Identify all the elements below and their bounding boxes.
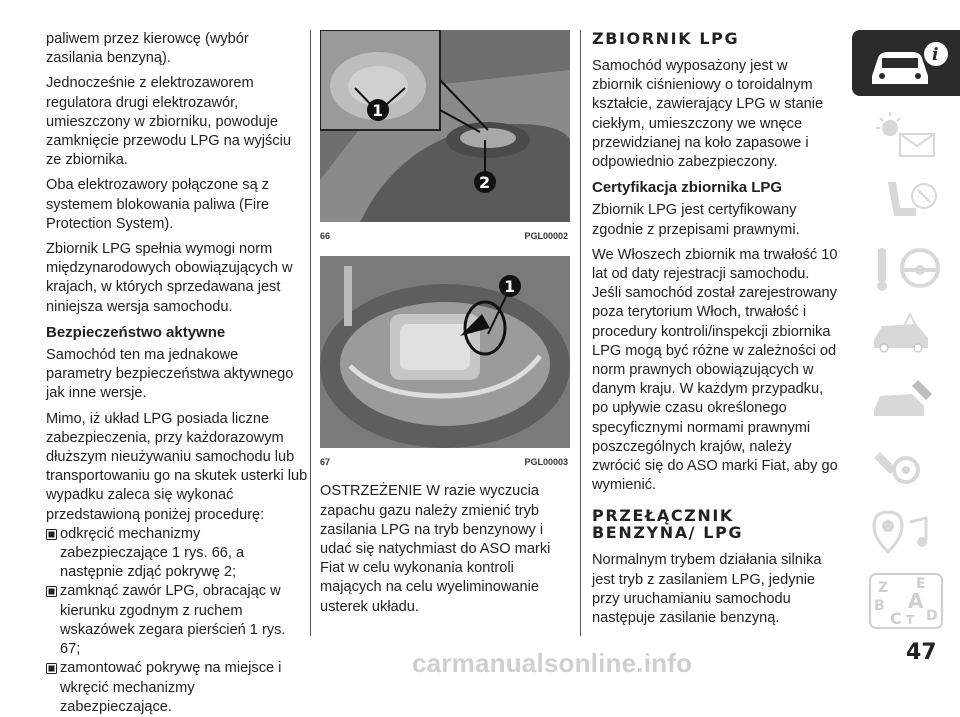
- paragraph: Oba elektrozawory połączone są z systemem blokowania paliwa (Fire Protection System).: [46, 177, 270, 232]
- index-letter: B: [874, 598, 885, 614]
- section-heading: PRZEŁĄCZNIK BENZYNA/ LPG: [592, 506, 744, 543]
- index-letter: A: [908, 589, 924, 613]
- paragraph: Normalnym trybem działania silnika jest tryb z zasilaniem LPG, jedynie przy uruchamianiu samochodu następuje zasilanie benzyną.: [592, 552, 822, 627]
- figure-code: PGL00002: [524, 231, 568, 241]
- figure-code: PGL00003: [524, 457, 568, 468]
- chapter-tab-index[interactable]: [852, 566, 960, 632]
- chapter-tab-safety[interactable]: [852, 166, 960, 232]
- watermark: carmanualsonline.info: [412, 648, 693, 678]
- text-column-right: [592, 30, 840, 634]
- list-item: [46, 525, 308, 583]
- list-item-text: odkręcić mechanizmy zabezpieczające 1 rys. 66, a następnie zdjąć pokrywę 2;: [60, 525, 245, 581]
- paragraph: Jednocześnie z elektrozaworem regulatora drugi elektrozawór, umieszczony w zbiorniku, powoduje zamknięcie przewodu LPG na wyjściu ze zbiornika.: [46, 75, 291, 169]
- column-divider: [580, 30, 581, 636]
- list-item-text: zamknąć zawór LPG, obracając w kierunku zgodnym z ruchem wskazówek zegara pierścień 1 rys. 67;: [60, 583, 286, 658]
- list-item: [46, 582, 308, 659]
- index-letter: C: [890, 609, 902, 628]
- column-divider: [310, 30, 311, 636]
- car-info-icon: [866, 36, 950, 92]
- index-letter: T: [906, 613, 915, 627]
- section-heading: Bezpieczeństwo aktywne: [46, 323, 226, 341]
- chapter-tab-multimedia[interactable]: [852, 500, 960, 566]
- paragraph: Zbiornik LPG jest certyfikowany zgodnie z przepisami prawnymi.: [592, 202, 800, 238]
- checkbox-bullet-icon: [46, 586, 57, 597]
- figure-caption: [320, 227, 570, 246]
- checkbox-bullet-icon: [46, 663, 57, 674]
- paragraph: paliwem przez kierowcę (wybór zasilania benzyną).: [46, 31, 249, 67]
- chapter-tab-car-info[interactable]: [852, 30, 960, 96]
- figure-number: 67: [320, 457, 331, 468]
- figure-caption: [320, 453, 570, 472]
- paragraph: Mimo, iż układ LPG posiada liczne zabezpieczenia, przy każdorazowym dłuższym nieużywaniu samochodu lub transportowaniu go na skutek usterki lub wypadku zaleca się wykonać przedstawioną poniżej procedurę:: [46, 410, 308, 523]
- list-item: [46, 659, 308, 717]
- figure-66-image: [320, 30, 570, 222]
- warning-lights-icon: [866, 106, 950, 162]
- car-accident-icon: [866, 306, 950, 362]
- paragraph: Samochód wyposażony jest w zbiornik ciśnieniowy o toroidalnym kształcie, zawierający LPG w stanie ciekłym, umieszczony we wnęce przewidzianej na koło zapasowe i odpowiednio zabezpieczony.: [592, 58, 824, 171]
- chapter-tab-warning-lights[interactable]: [852, 100, 960, 166]
- warning-paragraph: OSTRZEŻENIE W razie wyczucia zapachu gazu należy zmienić tryb zasilania LPG na tryb benzynowy i udać się natychmiast do ASO marki Fiat w celu wykonania kontroli mających na celu wyeliminowanie usterek układu.: [320, 483, 551, 615]
- callout-1: 1: [504, 277, 516, 297]
- text-column-left: [46, 30, 308, 717]
- callout-1: 1: [372, 101, 384, 120]
- chapter-tab-technical-data[interactable]: [852, 434, 960, 500]
- figure-number: 66: [320, 231, 331, 241]
- tools-icon: [866, 440, 950, 496]
- wrench-car-icon: [866, 372, 950, 428]
- index-letter: Z: [878, 580, 889, 596]
- paragraph: Samochód ten ma jednakowe parametry bezpieczeństwa aktywnego jak inne wersje.: [46, 347, 294, 402]
- alphabet-index-icon: [866, 572, 950, 632]
- figure-column: [320, 30, 570, 623]
- paragraph: Zbiornik LPG spełnia wymogi norm międzynarodowych obowiązujących w krajach, w których sprzedawana jest niniejsza wersja samochodu.: [46, 241, 293, 315]
- checkbox-bullet-icon: [46, 529, 57, 540]
- media-icon: [866, 506, 950, 562]
- section-heading: ZBIORNIK LPG: [592, 29, 740, 48]
- paragraph: We Włoszech zbiornik ma trwałość 10 lat od daty rejestracji samochodu. Jeśli samochód został zarejestrowany poza terytorium Włoch, trwałość i procedury kontroli/inspekcji zbiornika LPG mogą być różne w zależności od norm prawnych obowiązujących w danym kraju. W każdym przypadku, po upływie czasu określonego specyficznymi normami prawnymi poszczególnych krajów, należy zwrócić się do ASO marki Fiat, aby go wymienić.: [592, 246, 838, 494]
- index-letter: E: [916, 576, 926, 592]
- callout-2: 2: [479, 173, 491, 192]
- chapter-tab-emergency[interactable]: [852, 300, 960, 366]
- seat-airbag-icon: [866, 172, 950, 228]
- list-item-text: zamontować pokrywę na miejsce i wkręcić mechanizmy zabezpieczające.: [60, 660, 282, 715]
- index-letter: D: [926, 608, 938, 624]
- figure-67-image: [320, 256, 570, 448]
- page-number: 47: [906, 640, 937, 665]
- svg-text:i: i: [932, 45, 939, 65]
- chapter-tab-maintenance[interactable]: [852, 366, 960, 432]
- key-steering-icon: [866, 240, 950, 296]
- chapter-sidebar: [852, 30, 960, 630]
- chapter-tab-starting-driving[interactable]: [852, 234, 960, 300]
- subsection-heading: Certyfikacja zbiornika LPG: [592, 179, 783, 197]
